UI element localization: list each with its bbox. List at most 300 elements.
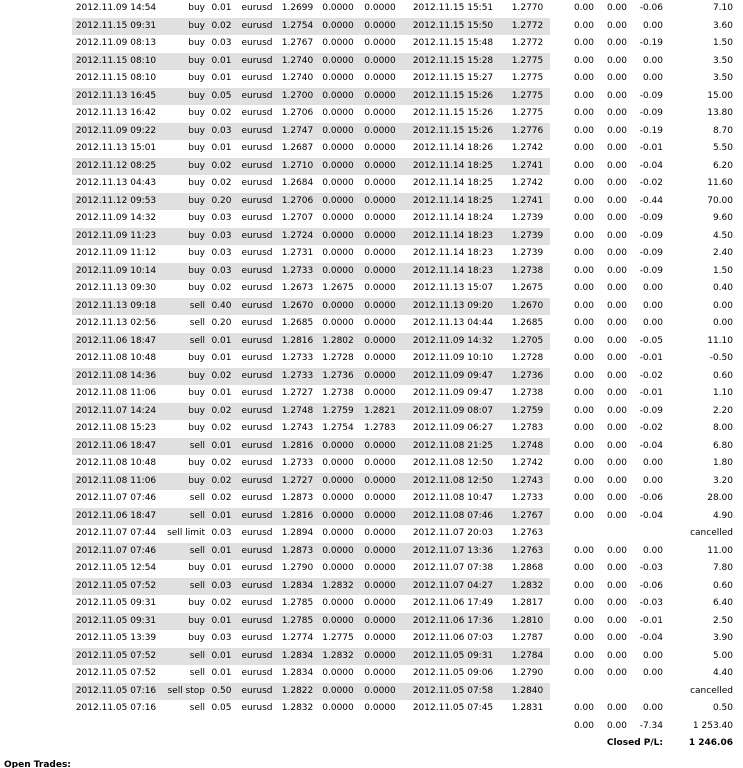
close-time-cell: 2012.11.09 10:10 [412, 353, 494, 363]
item-cell: eurusd [241, 668, 273, 678]
close-price-cell: 1.2759 [505, 403, 550, 421]
price-cell: 1.2834 [281, 668, 314, 678]
row-gutter [0, 70, 72, 88]
open-time-cell: 2012.11.06 18:47 [72, 333, 160, 351]
commission-cell: 0.00 [573, 20, 594, 31]
price-cell: 1.2873 [278, 543, 317, 561]
open-time-cell: 2012.11.13 09:18 [72, 298, 160, 316]
sl-cell: 0.0000 [322, 38, 354, 48]
type-cell: buy [188, 563, 205, 573]
item-cell: eurusd [236, 473, 278, 491]
close-time-cell: 2012.11.13 09:20 [401, 298, 505, 316]
commission-cell: 0.00 [573, 703, 594, 713]
tp-cell: 0.0000 [364, 318, 396, 328]
close-time-cell: 2012.11.14 18:25 [401, 193, 505, 211]
tp-cell: 0.0000 [359, 298, 401, 316]
item-cell: eurusd [236, 438, 278, 456]
price-cell: 1.2785 [281, 598, 314, 608]
price-cell: 1.2834 [278, 578, 317, 596]
commission-cell: 0.00 [573, 440, 594, 451]
open-time-cell: 2012.11.13 16:45 [72, 88, 160, 106]
sl-cell: 1.2775 [322, 633, 354, 643]
item-cell: eurusd [241, 318, 273, 328]
item-cell: eurusd [241, 388, 273, 398]
size-cell: 0.01 [207, 613, 236, 631]
sl-cell: 0.0000 [322, 178, 354, 188]
taxes-cell: 0.00 [606, 388, 627, 398]
open-time-cell: 2012.11.05 09:31 [72, 613, 160, 631]
sl-cell: 0.0000 [317, 228, 359, 246]
sl-cell: 0.0000 [317, 193, 359, 211]
type-cell: sell limit [167, 528, 205, 538]
table-row [0, 228, 735, 246]
sl-cell: 0.0000 [322, 143, 354, 153]
item-cell: eurusd [241, 458, 273, 468]
profit-cell: 3.50 [712, 73, 733, 83]
profit-cell: 1.50 [712, 38, 733, 48]
tp-cell: 0.0000 [359, 648, 401, 666]
type-cell: sell [160, 298, 207, 316]
table-row [0, 595, 735, 613]
item-cell: eurusd [236, 578, 278, 596]
open-time-cell: 2012.11.13 09:30 [75, 283, 157, 293]
size-cell: 0.01 [211, 353, 232, 363]
swap-cell: -0.04 [639, 440, 663, 451]
close-price-cell: 1.2770 [511, 3, 544, 13]
type-cell: sell [160, 648, 207, 666]
row-gutter [0, 245, 72, 263]
table-row [0, 560, 735, 578]
commission-cell: 0.00 [573, 563, 594, 573]
item-cell: eurusd [241, 38, 273, 48]
size-cell: 0.02 [207, 473, 236, 491]
tp-cell: 0.0000 [364, 703, 396, 713]
size-cell: 0.02 [207, 368, 236, 386]
type-cell: buy [160, 53, 207, 71]
row-gutter [0, 665, 72, 683]
table-row [0, 630, 735, 648]
open-time-cell: 2012.11.13 02:56 [75, 318, 157, 328]
profit-cell: 2.40 [712, 248, 733, 258]
size-cell: 0.01 [207, 543, 236, 561]
price-cell: 1.2832 [281, 703, 314, 713]
commission-cell: 0.00 [573, 615, 594, 626]
type-cell: buy [188, 3, 205, 13]
item-cell: eurusd [241, 423, 273, 433]
swap-cell: -0.09 [639, 248, 663, 258]
table-row [0, 333, 735, 351]
profit-cell: 0.40 [712, 283, 733, 293]
table-row [0, 53, 735, 71]
size-cell: 0.03 [211, 213, 232, 223]
price-cell: 1.2699 [281, 3, 314, 13]
open-time-cell: 2012.11.09 11:12 [75, 248, 157, 258]
table-row [0, 263, 735, 281]
close-price-cell: 1.2670 [505, 298, 550, 316]
commission-cell: 0.00 [573, 265, 594, 276]
row-gutter [0, 193, 72, 211]
taxes-cell: 0.00 [606, 370, 627, 381]
item-cell: eurusd [236, 368, 278, 386]
tp-cell: 0.0000 [359, 613, 401, 631]
close-time-cell: 2012.11.15 15:26 [401, 123, 505, 141]
profit-cell: 6.40 [712, 598, 733, 608]
taxes-cell: 0.00 [606, 230, 627, 241]
profit-cell: cancelled [690, 685, 733, 696]
table-row [0, 420, 735, 438]
open-time-cell: 2012.11.05 07:52 [72, 648, 160, 666]
close-time-cell: 2012.11.09 08:07 [401, 403, 505, 421]
tp-cell: 1.2783 [364, 423, 396, 433]
close-price-cell: 1.2810 [505, 613, 550, 631]
table-row [0, 665, 735, 683]
profit-cell: 4.50 [712, 230, 733, 241]
commission-cell: 0.00 [573, 160, 594, 171]
size-cell: 0.03 [211, 38, 232, 48]
price-cell: 1.2822 [278, 683, 317, 701]
row-gutter [0, 508, 72, 526]
row-gutter [0, 315, 72, 333]
commission-cell: 0.00 [573, 55, 594, 66]
commission-cell: 0.00 [573, 353, 594, 363]
item-cell: eurusd [241, 143, 273, 153]
tp-cell: 0.0000 [364, 598, 396, 608]
table-row [0, 490, 735, 508]
totals-section [0, 718, 735, 753]
price-cell: 1.2774 [281, 633, 314, 643]
sl-cell: 0.0000 [317, 473, 359, 491]
close-price-cell: 1.2840 [505, 683, 550, 701]
commission-cell: 0.00 [573, 38, 594, 48]
tp-cell: 0.0000 [364, 248, 396, 258]
swap-cell: -0.19 [639, 125, 663, 136]
size-cell: 0.01 [211, 73, 232, 83]
sl-cell: 0.0000 [322, 458, 354, 468]
sl-cell: 0.0000 [317, 18, 359, 36]
taxes-cell: 0.00 [606, 650, 627, 661]
open-time-cell: 2012.11.05 09:31 [75, 598, 157, 608]
price-cell: 1.2740 [278, 53, 317, 71]
close-time-cell: 2012.11.15 15:27 [412, 73, 494, 83]
row-gutter [0, 105, 72, 123]
size-cell: 0.02 [211, 178, 232, 188]
swap-cell: -0.03 [639, 563, 663, 573]
close-time-cell: 2012.11.06 07:03 [412, 633, 494, 643]
taxes-cell: 0.00 [606, 545, 627, 556]
taxes-cell: 0.00 [606, 423, 627, 433]
price-cell: 1.2894 [281, 528, 314, 538]
table-row [0, 193, 735, 211]
type-cell: buy [188, 458, 205, 468]
tp-cell: 0.0000 [359, 578, 401, 596]
tp-cell: 0.0000 [364, 38, 396, 48]
profit-cell: 1.10 [712, 388, 733, 398]
profit-cell: 6.80 [712, 440, 733, 451]
close-price-cell: 1.2739 [511, 248, 544, 258]
tp-cell: 0.0000 [359, 53, 401, 71]
profit-cell: 1.50 [712, 265, 733, 276]
taxes-cell: 0.00 [606, 458, 627, 468]
row-gutter [0, 0, 72, 18]
swap-cell: 0.00 [642, 318, 663, 328]
commission-cell: 0.00 [573, 458, 594, 468]
swap-cell: 0.00 [642, 55, 663, 66]
tp-cell: 0.0000 [364, 143, 396, 153]
row-gutter [0, 490, 72, 508]
item-cell: eurusd [236, 193, 278, 211]
close-time-cell: 2012.11.07 07:38 [412, 563, 494, 573]
profit-cell: cancelled [690, 528, 733, 538]
taxes-cell: 0.00 [606, 125, 627, 136]
close-time-cell: 2012.11.08 21:25 [401, 438, 505, 456]
type-cell: sell [160, 333, 207, 351]
tp-cell: 0.0000 [364, 3, 396, 13]
open-time-cell: 2012.11.15 08:10 [75, 73, 157, 83]
type-cell: buy [188, 353, 205, 363]
size-cell: 0.03 [211, 633, 232, 643]
taxes-cell: 0.00 [606, 73, 627, 83]
close-price-cell: 1.2776 [505, 123, 550, 141]
size-cell: 0.01 [207, 333, 236, 351]
item-cell: eurusd [241, 633, 273, 643]
commission-cell: 0.00 [573, 580, 594, 591]
open-time-cell: 2012.11.15 08:10 [72, 53, 160, 71]
row-gutter [0, 543, 72, 561]
close-price-cell: 1.2739 [505, 228, 550, 246]
price-cell: 1.2687 [281, 143, 314, 153]
commission-cell: 0.00 [573, 335, 594, 346]
profit-cell: 1.80 [712, 458, 733, 468]
table-row [0, 88, 735, 106]
item-cell: eurusd [241, 73, 273, 83]
taxes-cell: 0.00 [606, 493, 627, 503]
table-row [0, 508, 735, 526]
total-commission: 0.00 [573, 720, 594, 731]
sl-cell: 0.0000 [322, 668, 354, 678]
open-time-cell: 2012.11.05 07:52 [75, 668, 157, 678]
sl-cell: 0.0000 [317, 438, 359, 456]
commission-cell: 0.00 [573, 3, 594, 13]
swap-cell: -0.04 [639, 510, 663, 521]
sl-cell: 0.0000 [322, 213, 354, 223]
table-row [0, 70, 735, 88]
table-row [0, 613, 735, 631]
close-price-cell: 1.2868 [511, 563, 544, 573]
open-time-cell: 2012.11.13 04:43 [75, 178, 157, 188]
row-gutter [0, 455, 72, 473]
close-price-cell: 1.2738 [505, 263, 550, 281]
close-time-cell: 2012.11.13 04:44 [412, 318, 494, 328]
sl-cell: 1.2675 [322, 283, 354, 293]
close-time-cell: 2012.11.14 18:26 [412, 143, 494, 153]
profit-cell: 6.20 [712, 160, 733, 171]
open-time-cell: 2012.11.08 11:06 [72, 473, 160, 491]
commission-cell: 0.00 [573, 475, 594, 486]
price-cell: 1.2733 [278, 368, 317, 386]
close-time-cell: 2012.11.07 04:27 [401, 578, 505, 596]
open-time-cell: 2012.11.08 15:23 [75, 423, 157, 433]
type-cell: buy [188, 423, 205, 433]
taxes-cell: 0.00 [606, 55, 627, 66]
commission-cell: 0.00 [573, 318, 594, 328]
close-time-cell: 2012.11.14 18:23 [412, 248, 494, 258]
close-time-cell: 2012.11.09 09:47 [412, 388, 494, 398]
open-time-cell: 2012.11.08 14:36 [72, 368, 160, 386]
item-cell: eurusd [236, 123, 278, 141]
close-time-cell: 2012.11.05 09:31 [401, 648, 505, 666]
item-cell: eurusd [236, 263, 278, 281]
row-gutter [0, 595, 72, 613]
item-cell: eurusd [236, 648, 278, 666]
table-row [0, 578, 735, 596]
item-cell: eurusd [236, 158, 278, 176]
table-row [0, 455, 735, 473]
size-cell: 0.03 [211, 528, 232, 538]
tp-cell: 0.0000 [359, 263, 401, 281]
taxes-cell: 0.00 [606, 160, 627, 171]
close-time-cell: 2012.11.05 09:06 [412, 668, 494, 678]
swap-cell: -0.44 [639, 195, 663, 206]
total-taxes: 0.00 [606, 720, 627, 731]
taxes-cell: 0.00 [606, 405, 627, 416]
taxes-cell: 0.00 [606, 633, 627, 643]
sl-cell: 1.2802 [317, 333, 359, 351]
price-cell: 1.2740 [281, 73, 314, 83]
close-time-cell: 2012.11.15 15:50 [401, 18, 505, 36]
close-price-cell: 1.2736 [505, 368, 550, 386]
row-gutter [0, 368, 72, 386]
close-time-cell: 2012.11.08 07:46 [401, 508, 505, 526]
table-row [0, 158, 735, 176]
price-cell: 1.2747 [278, 123, 317, 141]
type-cell: buy [188, 633, 205, 643]
sl-cell: 0.0000 [322, 318, 354, 328]
swap-cell: -0.04 [639, 160, 663, 171]
price-cell: 1.2733 [281, 353, 314, 363]
size-cell: 0.03 [207, 263, 236, 281]
profit-cell: 5.50 [712, 143, 733, 153]
commission-cell: 0.00 [573, 388, 594, 398]
type-cell: sell [160, 508, 207, 526]
row-gutter [0, 648, 72, 666]
size-cell: 0.01 [211, 388, 232, 398]
price-cell: 1.2700 [278, 88, 317, 106]
price-cell: 1.2733 [278, 263, 317, 281]
swap-cell: -0.02 [639, 423, 663, 433]
commission-cell: 0.00 [573, 633, 594, 643]
type-cell: buy [160, 228, 207, 246]
close-time-cell: 2012.11.15 15:48 [412, 38, 494, 48]
swap-cell: -0.09 [639, 108, 663, 118]
row-gutter [0, 350, 72, 368]
item-cell: eurusd [241, 493, 273, 503]
closed-pl-value: 1 246.06 [688, 738, 733, 748]
item-cell: eurusd [241, 283, 273, 293]
swap-cell: -0.03 [639, 598, 663, 608]
sl-cell: 0.0000 [322, 703, 354, 713]
close-price-cell: 1.2742 [511, 178, 544, 188]
type-cell: buy [188, 388, 205, 398]
type-cell: buy [188, 598, 205, 608]
row-gutter [0, 280, 72, 298]
commission-cell: 0.00 [573, 230, 594, 241]
size-cell: 0.01 [207, 508, 236, 526]
size-cell: 0.02 [211, 598, 232, 608]
commission-cell: 0.00 [573, 248, 594, 258]
price-cell: 1.2733 [281, 458, 314, 468]
sl-cell: 0.0000 [317, 613, 359, 631]
type-cell: buy [160, 123, 207, 141]
profit-cell: 3.90 [712, 633, 733, 643]
item-cell: eurusd [241, 3, 273, 13]
taxes-cell: 0.00 [606, 300, 627, 311]
close-price-cell: 1.2817 [511, 598, 544, 608]
row-gutter [0, 175, 72, 193]
commission-cell: 0.00 [573, 125, 594, 136]
close-time-cell: 2012.11.14 18:24 [412, 213, 494, 223]
taxes-cell: 0.00 [606, 703, 627, 713]
close-price-cell: 1.2748 [505, 438, 550, 456]
taxes-cell: 0.00 [606, 213, 627, 223]
swap-cell: -0.09 [639, 405, 663, 416]
type-cell: buy [160, 613, 207, 631]
swap-cell: 0.00 [642, 650, 663, 661]
tp-cell: 0.0000 [364, 668, 396, 678]
row-gutter [0, 123, 72, 141]
open-trades-heading: Open Trades: [4, 760, 71, 768]
close-price-cell: 1.2772 [511, 38, 544, 48]
row-gutter [0, 385, 72, 403]
table-row [0, 438, 735, 456]
open-time-cell: 2012.11.09 09:22 [72, 123, 160, 141]
open-time-cell: 2012.11.08 11:06 [75, 388, 157, 398]
profit-cell: 3.20 [712, 475, 733, 486]
open-time-cell: 2012.11.08 10:48 [75, 353, 157, 363]
swap-cell: -0.01 [639, 143, 663, 153]
close-time-cell: 2012.11.08 12:50 [412, 458, 494, 468]
row-gutter [0, 88, 72, 106]
tp-cell: 0.0000 [364, 388, 396, 398]
tp-cell: 0.0000 [364, 563, 396, 573]
sl-cell: 0.0000 [317, 158, 359, 176]
taxes-cell: 0.00 [606, 475, 627, 486]
row-gutter [0, 140, 72, 158]
open-time-cell: 2012.11.05 13:39 [75, 633, 157, 643]
commission-cell: 0.00 [573, 143, 594, 153]
type-cell: buy [160, 88, 207, 106]
close-price-cell: 1.2742 [511, 458, 544, 468]
price-cell: 1.2685 [281, 318, 314, 328]
swap-cell: -0.01 [639, 615, 663, 626]
sl-cell: 0.0000 [322, 108, 354, 118]
tp-cell: 0.0000 [359, 158, 401, 176]
close-price-cell: 1.2705 [505, 333, 550, 351]
close-time-cell: 2012.11.14 18:25 [412, 178, 494, 188]
table-row [0, 18, 735, 36]
tp-cell: 0.0000 [364, 528, 396, 538]
close-price-cell: 1.2790 [511, 668, 544, 678]
profit-cell: 11.00 [707, 545, 733, 556]
close-time-cell: 2012.11.14 18:23 [401, 228, 505, 246]
close-price-cell: 1.2733 [511, 493, 544, 503]
close-time-cell: 2012.11.08 12:50 [401, 473, 505, 491]
open-time-cell: 2012.11.07 07:46 [75, 493, 157, 503]
open-time-cell: 2012.11.09 10:14 [72, 263, 160, 281]
price-cell: 1.2727 [278, 473, 317, 491]
size-cell: 0.20 [207, 193, 236, 211]
size-cell: 0.02 [207, 158, 236, 176]
table-row [0, 648, 735, 666]
